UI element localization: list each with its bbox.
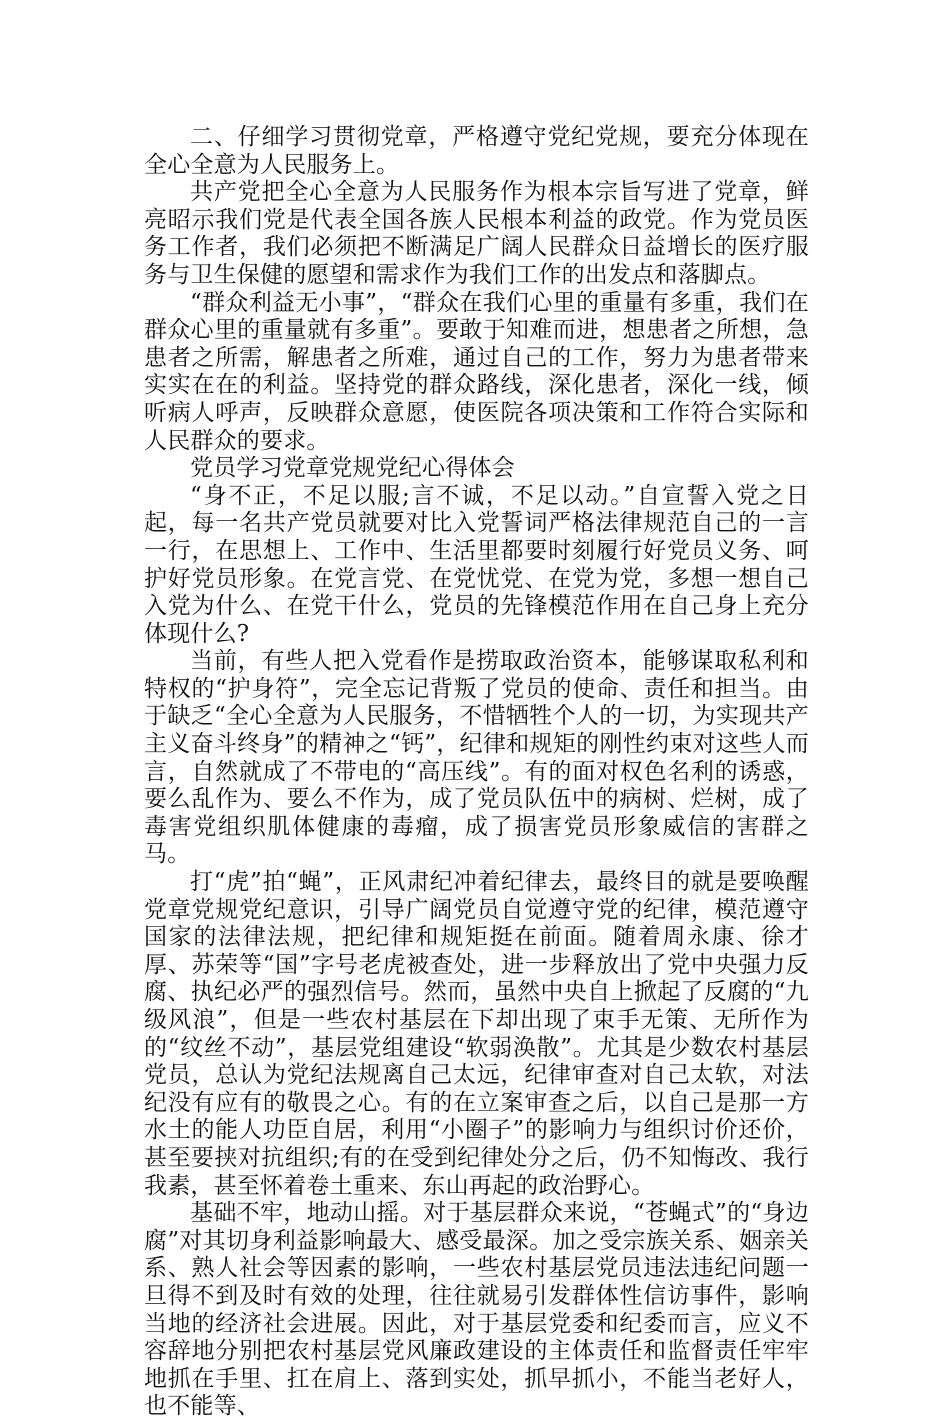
paragraph-section-two-heading: 二、仔细学习贯彻党章，严格遵守党纪党规，要充分体现在全心全意为人民服务上。 (144, 124, 809, 178)
document-page (144, 124, 809, 1421)
paragraph-masses-interest: “群众利益无小事”，“群众在我们心里的重量有多重，我们在群众心里的重量就有多重”。要敢于知难而进，想患者之所想，急患者之所需，解患者之所难，通过自己的工作，努力为患者带来实实在在的利益。坚持党的群众路线，深化患者，深化一线，倾听病人呼声，反映群众意愿，使医院各项决策和工作符合实际和人民群众的要求。 (144, 289, 809, 454)
paragraph-current-problems: 当前，有些人把入党看作是捞取政治资本，能够谋取私利和特权的“护身符”，完全忘记背叛了党员的使命、责任和担当。由于缺乏“全心全意为人民服务，不惜牺牲个人的一切，为实现共产主义奋斗终身”的精神之“钙”，纪律和规矩的刚性约束对这些人而言，自然就成了不带电的“高压线”。有的面对权色名利的诱惑，要么乱作为、要么不作为，成了党员队伍中的病树、烂树，成了毒害党组织肌体健康的毒瘤，成了损害党员形象威信的害群之马。 (144, 648, 809, 868)
paragraph-oath: “身不正，不足以服;言不诚，不足以动。”自宣誓入党之日起，每一名共产党员就要对比入党誓词严格法律规范自己的一言一行，在思想上、工作中、生活里都要时刻履行好党员义务、呵护好党员形象。在党言党、在党忧党、在党为党，多想一想自己入党为什么、在党干什么，党员的先锋模范作用在自己身上充分体现什么? (144, 482, 809, 647)
paragraph-party-purpose: 共产党把全心全意为人民服务作为根本宗旨写进了党章，鲜亮昭示我们党是代表全国各族人民根本利益的政党。作为党员医务工作者，我们必须把不断满足广阔人民群众日益增长的医疗服务与卫生保健的愿望和需求作为我们工作的出发点和落脚点。 (144, 179, 809, 288)
article-title: 党员学习党章党规党纪心得体会 (190, 455, 515, 482)
paragraph-anti-corruption: 打“虎”拍“蝇”，正风肃纪冲着纪律去，最终目的就是要唤醒党章党规党纪意识，引导广阔党员自觉遵守党的纪律，模范遵守国家的法律法规，把纪律和规矩挺在前面。随着周永康、徐才厚、苏荣等“国”字号老虎被查处，进一步释放出了党中央强力反腐、执纪必严的强烈信号。然而，虽然中央自上掀起了反腐的“九级风浪”，但是一些农村基层在下却出现了束手无策、无所作为的“纹丝不动”，基层党组建设“软弱涣散”。尤其是少数农村基层党员，总认为党纪法规离自己太远，纪律审查对自己太软，对法纪没有应有的敬畏之心。有的在立案审查之后，以自己是那一方水土的能人功臣自居，利用“小圈子”的影响力与组织讨价还价，甚至要挟对抗组织;有的在受到纪律处分之后，仍不知悔改、我行我素，甚至怀着卷土重来、东山再起的政治野心。 (144, 869, 809, 1199)
paragraph-grassroots: 基础不牢，地动山摇。对于基层群众来说，“苍蝇式”的“身边腐”对其切身利益影响最大、感受最深。加之受宗族关系、姻亲关系、熟人社会等因素的影响，一些农村基层党员违法违纪问题一旦得不到及时有效的处理，往往就易引发群体性信访事件，影响当地的经济社会进展。因此，对于基层党委和纪委而言，应义不容辞地分别把农村基层党风廉政建设的主体责任和监督责任牢牢地抓在手里、扛在肩上、落到实处，抓早抓小，不能当老好人，也不能等、 (144, 1200, 809, 1420)
